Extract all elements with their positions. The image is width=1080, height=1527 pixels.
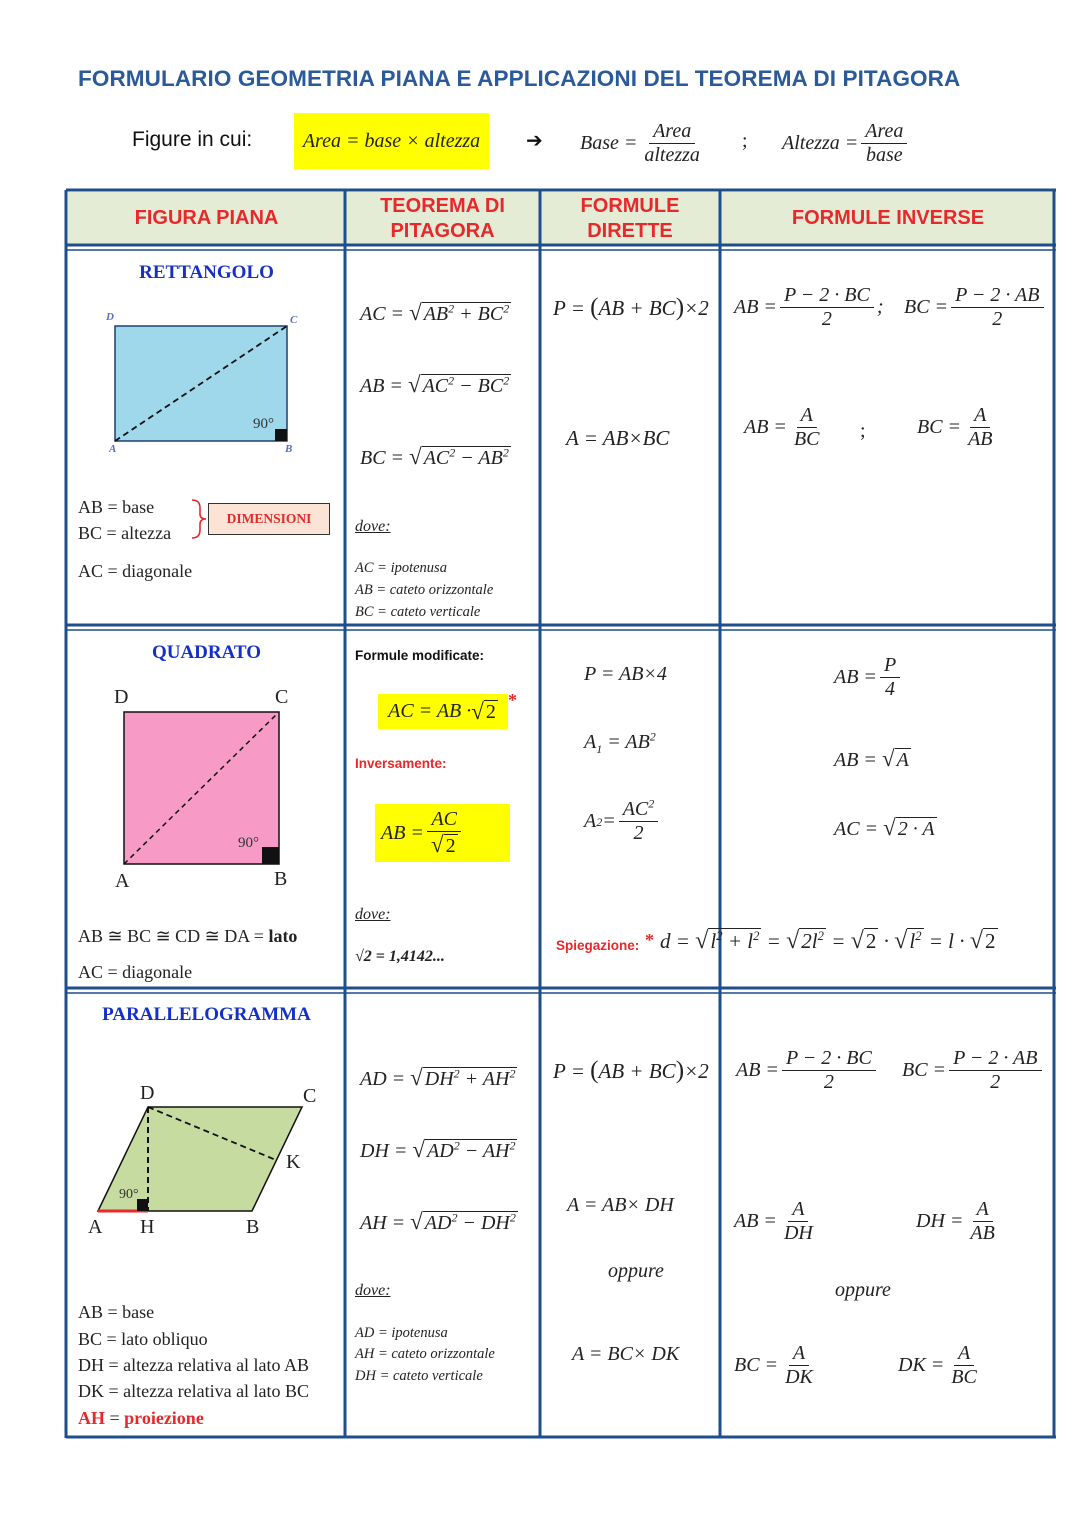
parallelogramma-inv-bc-a: BC = $\frac{A}{DK}$	[734, 1342, 813, 1388]
rettangolo-inv-sep: ;	[860, 420, 866, 442]
parallelogramma-perimetro: P = (AB + BC)×2	[553, 1057, 709, 1084]
rettangolo-def-altezza: BC = altezza	[78, 523, 172, 543]
quadrato-inv-ab-a: AB = √ A	[834, 746, 909, 771]
arrow-icon: ➔	[526, 128, 543, 152]
intro-formula: Area = base × altezza	[302, 129, 481, 152]
quadrato-label-a: A	[115, 870, 130, 892]
parallelogramma-def-lato-obliquo: BC = lato obliquo	[78, 1329, 208, 1349]
header-figura-piana: FIGURA PIANA	[134, 207, 279, 229]
rettangolo-pit-bc: BC = √ $AC^2 - AB^2$	[360, 444, 509, 469]
header-formule-dirette: FORMULE DIRETTE	[580, 194, 680, 242]
parallelogramma-def-base: AB = base	[78, 1302, 155, 1322]
parallelogramma-def-dk: DK = altezza relativa al lato BC	[78, 1381, 310, 1401]
parallelogramma-dove-3: DH = cateto verticale	[355, 1368, 483, 1384]
quadrato-perimetro: P = AB×4	[584, 663, 667, 685]
rettangolo-dove-1: AC = ipotenusa	[355, 560, 447, 576]
quadrato-inversamente: Inversamente:	[355, 756, 447, 771]
header-teorema-pitagora: TEOREMA DI PITAGORA	[380, 194, 505, 242]
rettangolo-area: A = AB×BC	[566, 426, 670, 450]
spiegazione-formula: $d = √l^2 + l^2 = √2l^2 = √2 \cdot √l^2 = l \cdot √2$	[660, 927, 996, 954]
parallelogramma-inv-ab-a: AB = $\frac{A}{DH}$	[734, 1198, 813, 1244]
parallelogramma-label-c: C	[303, 1085, 317, 1107]
asterisk-icon: *	[508, 690, 517, 710]
rettangolo-pit-ab: AB = √ $AC^2 - BC^2$	[360, 372, 510, 397]
parallelogramma-inv-dh-a: DH = $\frac{A}{AB}$	[916, 1198, 995, 1244]
parallelogramma-title: PARALLELOGRAMMA	[102, 1004, 311, 1025]
parallelogramma-dove-1: AD = ipotenusa	[355, 1325, 448, 1341]
quadrato-def-diagonale: AC = diagonale	[78, 962, 193, 982]
parallelogramma-oppure-1: oppure	[608, 1260, 664, 1282]
spiegazione-label: Spiegazione:	[556, 938, 640, 953]
quadrato-sqrt2: √2 = 1,4142...	[355, 948, 445, 965]
brace-icon	[190, 498, 210, 540]
parallelogramma-oppure-2: oppure	[835, 1279, 891, 1301]
quadrato-dove: dove:	[355, 906, 391, 923]
rettangolo-def-diagonale: AC = diagonale	[78, 561, 193, 581]
parallelogramma-pit-ad: AD = √ $DH^2 + AH^2$	[360, 1065, 516, 1090]
parallelogramma-inv-bc-p: BC = $\frac{P - 2 \cdot AB}{2}$	[902, 1047, 1045, 1094]
quadrato-area1: $A_1 = AB^2$	[584, 729, 656, 756]
quadrato-label-d: D	[114, 686, 129, 708]
quadrato-inv-formula: AB = $\frac{AC}{√ 2}$	[375, 804, 510, 862]
quadrato-mod-formula: AC = AB · √ 2	[378, 694, 508, 729]
parallelogramma-angle: 90°	[119, 1187, 139, 1202]
rettangolo-dove-3: BC = cateto verticale	[355, 604, 481, 620]
quadrato-angle: 90°	[238, 835, 259, 851]
altezza-formula: Altezza = $\frac{\text{Area}}{\text{base}}$	[782, 115, 910, 171]
header-formule-inverse: FORMULE INVERSE	[791, 207, 985, 229]
parallelogramma-inv-dk-a: DK = $\frac{A}{BC}$	[898, 1342, 977, 1388]
rettangolo-inv-bc-p: BC = $\frac{P - 2 \cdot AB}{2}$	[904, 284, 1047, 331]
rettangolo-perimetro: P = (AB + BC)×2	[553, 294, 709, 321]
rettangolo-label-c: C	[290, 314, 298, 326]
rettangolo-label-b: B	[285, 443, 293, 455]
quadrato-inv-ab-p: AB = $\frac{P}{4}$	[834, 654, 903, 701]
rettangolo-label-a: A	[109, 443, 117, 455]
parallelogramma-def-dh: DH = altezza relativa al lato AB	[78, 1355, 310, 1375]
rettangolo-angle: 90°	[253, 416, 274, 432]
rettangolo-dove: dove:	[355, 518, 391, 535]
parallelogramma-dove-2: AH = cateto orizzontale	[355, 1346, 495, 1362]
quadrato-modificate: Formule modificate:	[355, 648, 485, 663]
spiegazione-asterisk-icon: *	[645, 930, 654, 950]
parallelogramma-dove: dove:	[355, 1282, 391, 1299]
rettangolo-inv-ab-a: AB = $\frac{A}{BC}$	[744, 404, 820, 450]
quadrato-inv-ac: AC = √ 2 · A	[834, 815, 935, 840]
quadrato-def-lato: AB ≅ BC ≅ CD ≅ DA = lato	[78, 926, 298, 946]
rettangolo-title: RETTANGOLO	[139, 262, 274, 283]
quadrato-label-c: C	[275, 686, 289, 708]
parallelogramma-inv-ab-p: AB = $\frac{P - 2 \cdot BC}{2}$	[736, 1047, 879, 1094]
quadrato-label-b: B	[274, 868, 288, 890]
parallelogramma-label-a: A	[88, 1216, 103, 1238]
rettangolo-label-d: D	[106, 311, 114, 323]
parallelogramma-label-k: K	[286, 1151, 301, 1173]
parallelogramma-pit-ah: AH = √ $AD^2 - DH^2$	[360, 1209, 516, 1234]
rettangolo-def-base: AB = base	[78, 497, 155, 517]
parallelogramma-area-dk: A = BC× DK	[572, 1343, 680, 1365]
intro-label: Figure in cui:	[132, 128, 253, 151]
parallelogramma-pit-dh: DH = √ $AD^2 - AH^2$	[360, 1137, 516, 1162]
page-title: FORMULARIO GEOMETRIA PIANA E APPLICAZIONI DEL TEOREMA DI PITAGORA	[78, 66, 961, 91]
intro-separator: ;	[742, 130, 748, 152]
quadrato-title: QUADRATO	[151, 642, 262, 663]
rettangolo-inv-bc-a: BC = $\frac{A}{AB}$	[917, 404, 993, 450]
parallelogramma-label-d: D	[140, 1082, 155, 1104]
parallelogramma-label-b: B	[246, 1216, 260, 1238]
base-formula: Base = $\frac{\text{Area}}{\text{altezza}}$	[580, 119, 700, 166]
parallelogramma-def-proiezione: AH = proiezione	[78, 1408, 204, 1428]
parallelogramma-area-dh: A = AB× DH	[567, 1194, 674, 1216]
rettangolo-figure	[100, 308, 310, 458]
dimensioni-badge: DIMENSIONI	[208, 503, 330, 535]
parallelogramma-label-h: H	[140, 1216, 155, 1238]
rettangolo-inv-ab-p: AB = $\frac{P - 2 \cdot BC}{2}$ ;	[734, 284, 884, 330]
rettangolo-dove-2: AB = cateto orizzontale	[355, 582, 494, 598]
quadrato-figure	[110, 700, 300, 880]
quadrato-area2: A 2 = $\frac{AC^2}{2}$	[584, 798, 661, 845]
rettangolo-pit-ac: AC = √ $AB^2 + BC^2$	[360, 300, 510, 325]
